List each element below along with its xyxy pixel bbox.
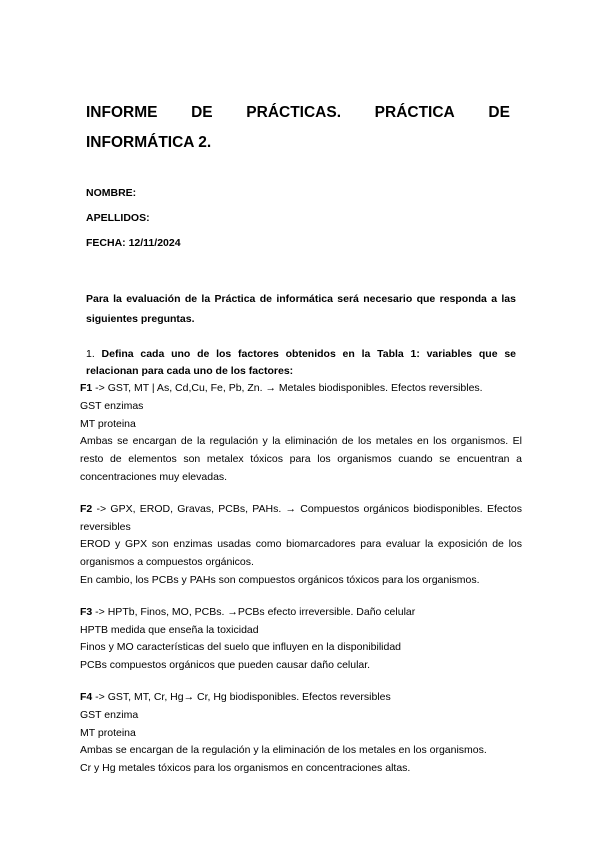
factor-header-text: -> GST, MT | As, Cd,Cu, Fe, Pb, Zn. → Metales biodisponibles. Efectos reversibles. <box>92 382 483 394</box>
factor-header <box>80 689 522 707</box>
apellidos-label: APELLIDOS: <box>86 212 150 224</box>
factor-label: F3 <box>80 605 93 618</box>
answer-line: Cr y Hg metales tóxicos para los organismos en concentraciones altas. <box>80 762 411 775</box>
answer-line: Ambas se encargan de la regulación y la eliminación de los metales en los organismos. <box>80 744 487 757</box>
answer-line: Ambas se encargan de la regulación y la eliminación de los metales en los organismos. El resto de elementos son metalex tóxicos para los organismos cuando se encuentran a concentraciones muy elevadas. <box>80 435 522 483</box>
answer-line: GST enzima <box>80 708 139 721</box>
factor-header <box>80 501 522 537</box>
question-1 <box>86 346 516 380</box>
fecha-label: FECHA: 12/11/2024 <box>86 237 181 249</box>
answer-line: HPTB medida que enseña la toxicidad <box>80 623 259 636</box>
title-word: PRÁCTICAS. <box>246 104 342 121</box>
question-number: 1. <box>86 348 95 360</box>
intro-paragraph: Para la evaluación de la Práctica de informática será necesario que responda a las siguientes preguntas. <box>86 293 516 325</box>
factor-label: F2 <box>80 502 93 515</box>
title-word: DE <box>191 104 213 121</box>
report-title <box>86 98 510 158</box>
answer-line: Finos y MO características del suelo que influyen en la disponibilidad <box>80 641 402 654</box>
nombre-label: NOMBRE: <box>86 187 137 199</box>
answer-line: En cambio, los PCBs y PAHs son compuestos orgánicos tóxicos para los organismos. <box>80 573 480 586</box>
answer-line: MT proteina <box>80 417 136 430</box>
title-word: INFORME <box>86 104 158 121</box>
student-info <box>86 181 181 256</box>
answer-line: MT proteina <box>80 726 136 739</box>
factor-header-text: -> HPTb, Finos, MO, PCBs. →PCBs efecto irreversible. Daño celular <box>92 605 416 618</box>
answer-line: EROD y GPX son enzimas usadas como biomarcadores para evaluar la exposición de los organismos a compuestos orgánicos. <box>80 538 522 569</box>
title-word: DE <box>488 104 510 121</box>
factor-header <box>80 604 522 622</box>
answer-body <box>80 380 522 778</box>
answer-line: GST enzimas <box>80 399 144 412</box>
factor-label: F4 <box>80 690 93 703</box>
answer-line: PCBs compuestos orgánicos que pueden causar daño celular. <box>80 659 371 672</box>
question-text: Defina cada uno de los factores obtenidos en la Tabla 1: variables que se relacionan para cada uno de los factores: <box>86 348 516 377</box>
factor-header-text: -> GST, MT, Cr, Hg→ Cr, Hg biodisponibles. Efectos reversibles <box>92 690 391 703</box>
factor-label: F1 <box>80 382 93 394</box>
title-word: PRÁCTICA <box>374 104 455 121</box>
title-line-1 <box>86 98 510 128</box>
factor-header <box>80 380 522 398</box>
factor-header-text: -> GPX, EROD, Gravas, PCBs, PAHs. → Compuestos orgánicos biodisponibles. Efectos reversibles <box>80 502 522 533</box>
title-line-2: INFORMÁTICA 2. <box>86 134 212 151</box>
